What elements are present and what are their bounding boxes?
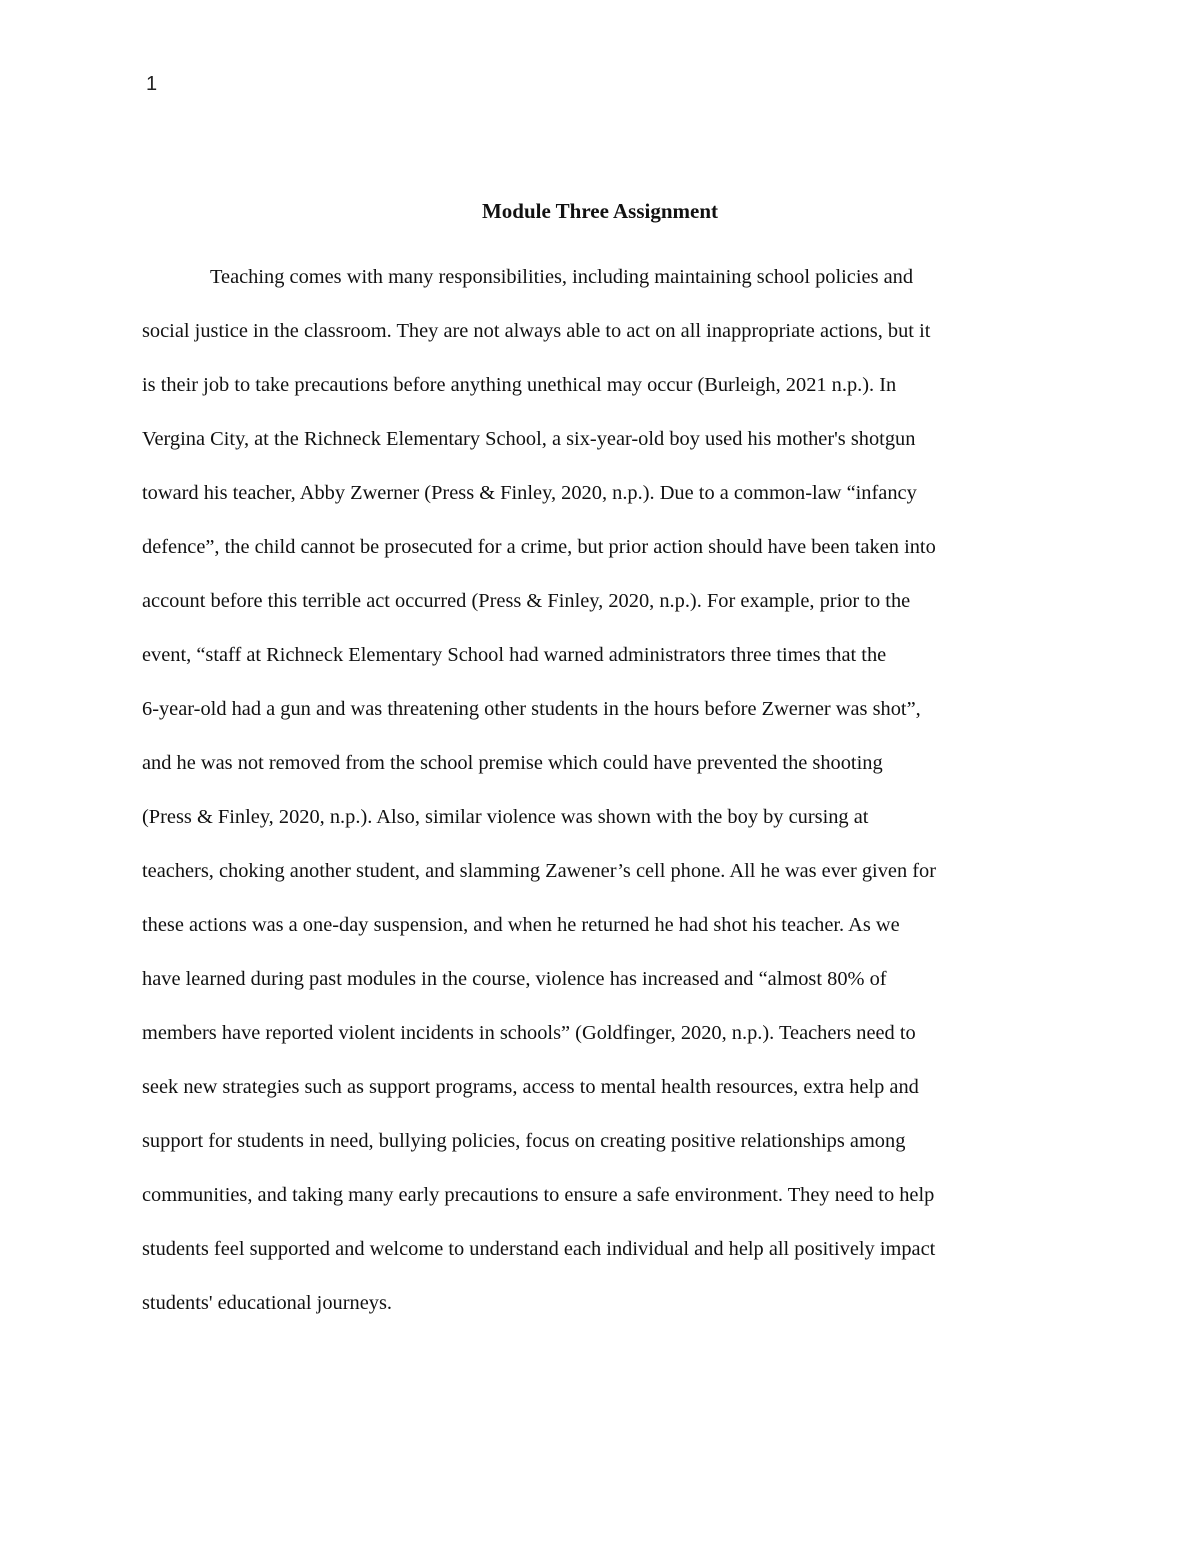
body-paragraph bbox=[142, 250, 1092, 1330]
paragraph-line: Teaching comes with many responsibilities, including maintaining school policies and bbox=[210, 266, 914, 288]
paragraph-line: social justice in the classroom. They are not always able to act on all inappropriate actions, but it bbox=[142, 320, 931, 342]
paragraph-line: toward his teacher, Abby Zwerner (Press & Finley, 2020, n.p.). Due to a common-law “infancy bbox=[142, 482, 917, 504]
paragraph-line: communities, and taking many early precautions to ensure a safe environment. They need to help bbox=[142, 1184, 935, 1206]
paragraph-line: defence”, the child cannot be prosecuted for a crime, but prior action should have been taken into bbox=[142, 536, 936, 558]
paragraph-line: teachers, choking another student, and slamming Zawener’s cell phone. All he was ever given for bbox=[142, 860, 937, 882]
page-number: 1 bbox=[146, 73, 158, 95]
paragraph-line: account before this terrible act occurred (Press & Finley, 2020, n.p.). For example, prior to the bbox=[142, 590, 911, 612]
paragraph-line: (Press & Finley, 2020, n.p.). Also, similar violence was shown with the boy by cursing at bbox=[142, 806, 869, 828]
paragraph-line: students' educational journeys. bbox=[142, 1292, 393, 1314]
paragraph-line: Vergina City, at the Richneck Elementary School, a six-year-old boy used his mother's shotgun bbox=[142, 428, 916, 450]
paragraph-line: these actions was a one-day suspension, and when he returned he had shot his teacher. As we bbox=[142, 914, 900, 936]
paragraph-line: have learned during past modules in the course, violence has increased and “almost 80% of bbox=[142, 968, 887, 990]
paragraph-line: members have reported violent incidents in schools” (Goldfinger, 2020, n.p.). Teachers need to bbox=[142, 1022, 916, 1044]
paragraph-line: and he was not removed from the school premise which could have prevented the shooting bbox=[142, 752, 883, 774]
paragraph-line: support for students in need, bullying policies, focus on creating positive relationships among bbox=[142, 1130, 906, 1152]
paragraph-line: 6-year-old had a gun and was threatening other students in the hours before Zwerner was shot”, bbox=[142, 698, 921, 720]
paragraph-line: seek new strategies such as support programs, access to mental health resources, extra help and bbox=[142, 1076, 919, 1098]
paragraph-line: event, “staff at Richneck Elementary School had warned administrators three times that the bbox=[142, 644, 887, 666]
paragraph-line: is their job to take precautions before anything unethical may occur (Burleigh, 2021 n.p.). In bbox=[142, 374, 897, 396]
paragraph-line: students feel supported and welcome to understand each individual and help all positively impact bbox=[142, 1238, 936, 1260]
document-title: Module Three Assignment bbox=[481, 199, 719, 223]
